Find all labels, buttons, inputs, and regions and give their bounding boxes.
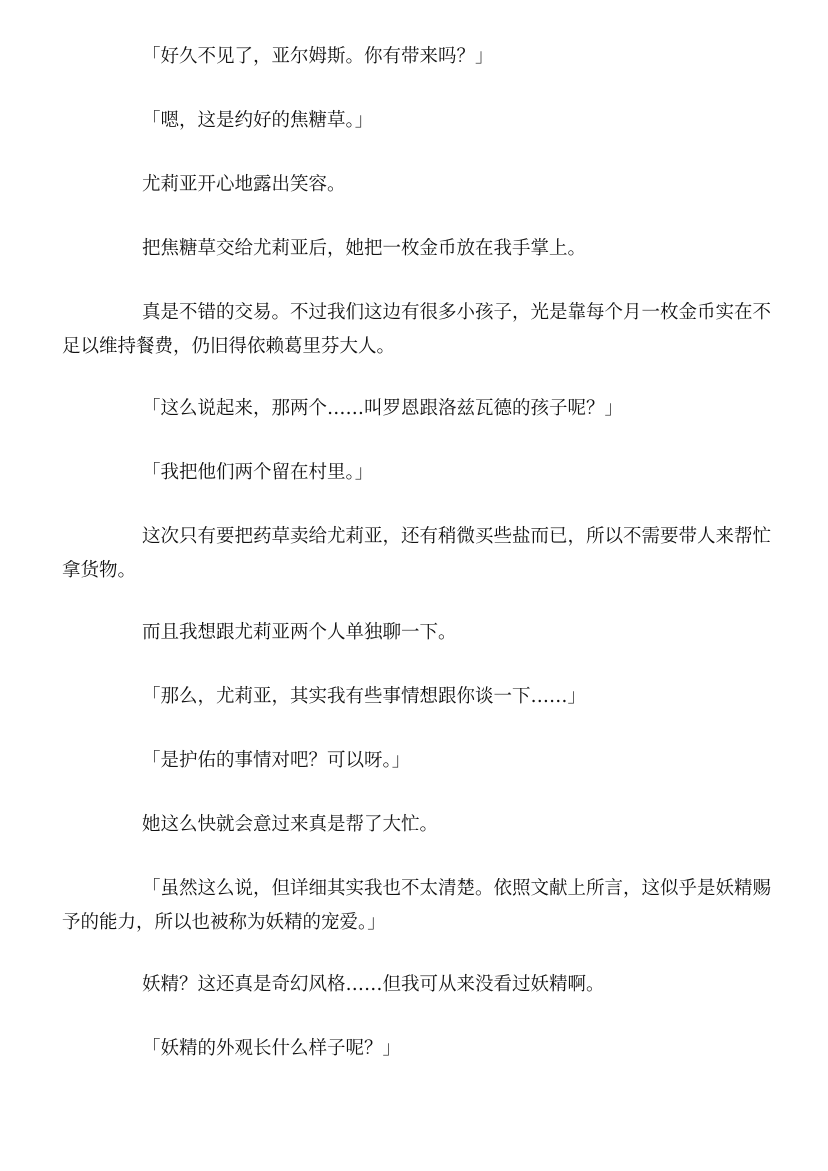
paragraph-1: 「好久不见了，亚尔姆斯。你有带来吗？」 <box>142 46 494 67</box>
paragraph-7: 「我把他们两个留在村里。」 <box>142 462 374 483</box>
paragraph-15: 「妖精的外观长什么样子呢？」 <box>142 1038 402 1059</box>
paragraph-11: 「是护佑的事情对吧？可以呀。」 <box>142 750 411 771</box>
paragraph-10: 「那么，尤莉亚，其实我有些事情想跟你谈一下……」 <box>142 686 587 707</box>
paragraph-2: 「嗯，这是约好的焦糖草。」 <box>142 110 374 131</box>
paragraph-8: 这次只有要把药草卖给尤莉亚，还有稍微买些盐而已，所以不需要带人来帮忙拿货物。 <box>62 526 772 581</box>
paragraph-3: 尤莉亚开心地露出笑容。 <box>142 174 346 195</box>
paragraph-5: 真是不错的交易。不过我们这边有很多小孩子，光是靠每个月一枚金币实在不足以维持餐费，仍旧得依赖葛里芬大人。 <box>62 302 772 357</box>
paragraph-12: 她这么快就会意过来真是帮了大忙。 <box>142 814 439 835</box>
paragraph-4: 把焦糖草交给尤莉亚后，她把一枚金币放在我手掌上。 <box>142 238 587 259</box>
paragraph-14: 妖精？这还真是奇幻风格……但我可从来没看过妖精啊。 <box>142 974 605 995</box>
paragraph-9: 而且我想跟尤莉亚两个人单独聊一下。 <box>142 622 457 643</box>
paragraph-13: 「虽然这么说，但详细其实我也不太清楚。依照文献上所言，这似乎是妖精赐予的能力，所以也被称为妖精的宠爱。」 <box>62 878 772 933</box>
paragraph-6: 「这么说起来，那两个……叫罗恩跟洛兹瓦德的孩子呢？」 <box>142 398 624 419</box>
